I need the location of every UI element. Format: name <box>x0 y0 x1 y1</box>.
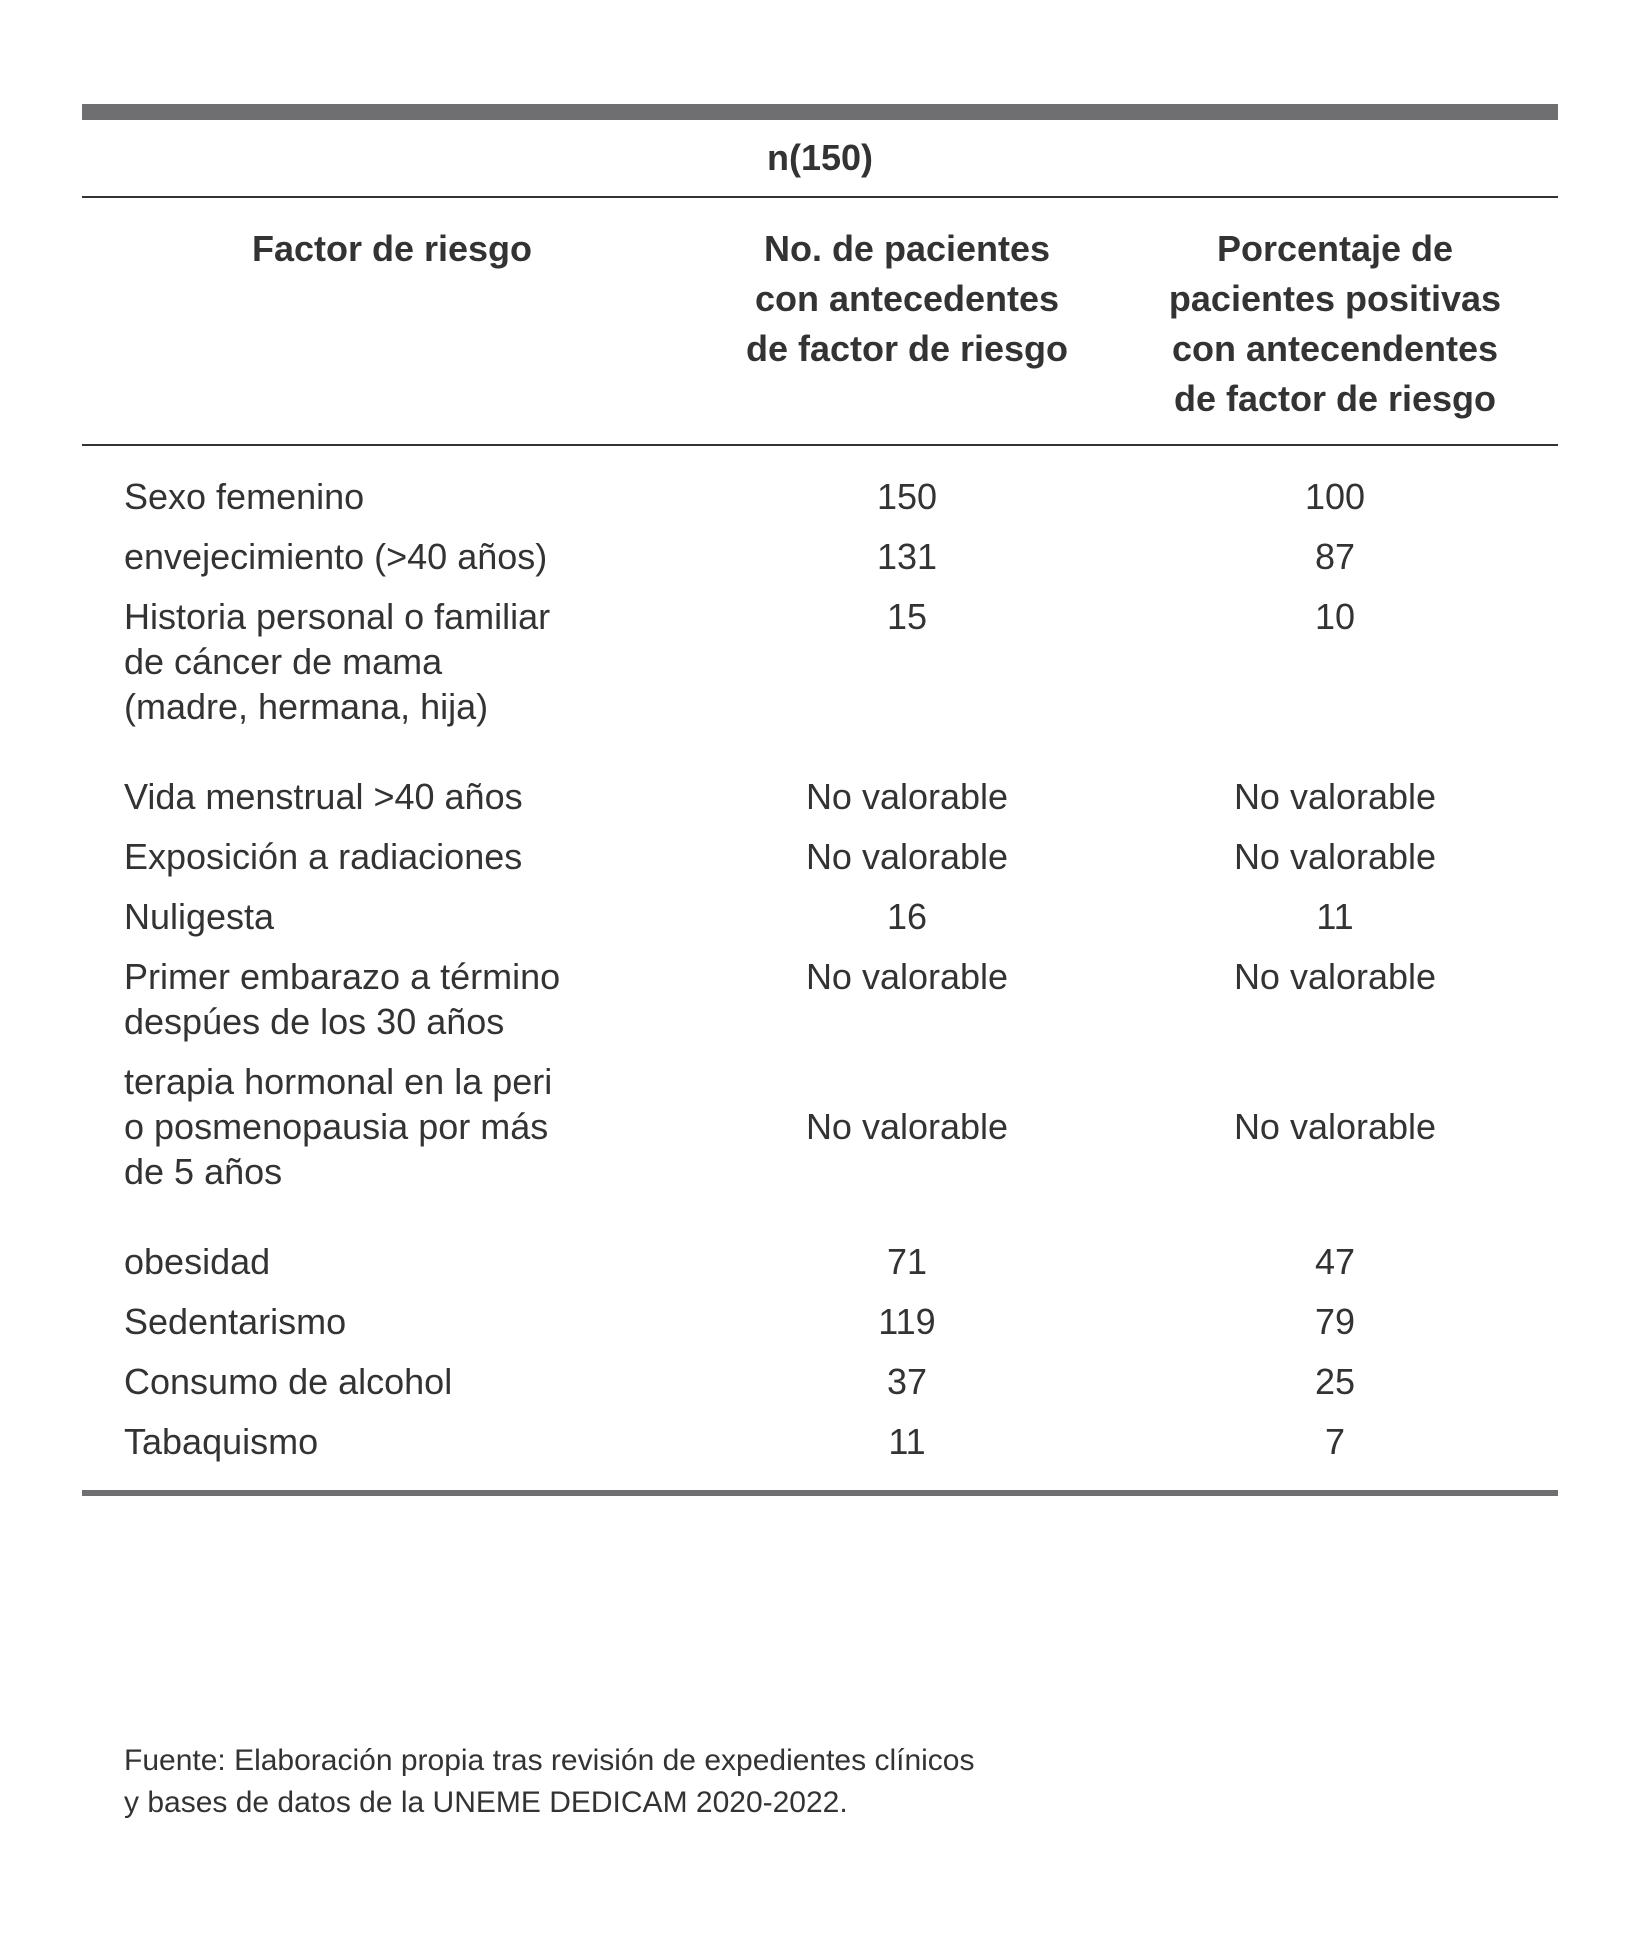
factor-line: terapia hormonal en la peri <box>124 1061 553 1102</box>
factor-line: Consumo de alcohol <box>124 1361 453 1402</box>
table-body <box>82 446 1558 1490</box>
pacientes-cell: No valorable <box>805 836 1009 877</box>
header-pacientes <box>702 198 1112 444</box>
porcentaje-cell: 10 <box>1314 596 1356 637</box>
header-pacientes-line: de factor de riesgo <box>745 328 1069 369</box>
factor-cell <box>82 1239 702 1284</box>
factor-line: Sexo femenino <box>124 476 365 517</box>
factor-cell <box>82 1419 702 1464</box>
factor-cell <box>82 474 702 519</box>
table-row <box>82 1359 1558 1404</box>
top-rule <box>82 104 1558 120</box>
porcentaje-cell: 87 <box>1314 536 1356 577</box>
source-line: Fuente: Elaboración propia tras revisión de expedientes clínicos <box>124 1744 975 1777</box>
factor-cell <box>82 954 702 1044</box>
factor-cell <box>82 534 702 579</box>
table-row <box>82 954 1558 1044</box>
pacientes-cell: 11 <box>888 1421 926 1462</box>
factor-line: Sedentarismo <box>124 1301 347 1342</box>
factor-line: Historia personal o familiar <box>124 596 551 637</box>
header-pacientes-line: con antecedentes <box>754 278 1060 319</box>
header-porcentaje-line: con antecendentes <box>1171 328 1499 369</box>
header-pacientes-line: No. de pacientes <box>763 228 1051 269</box>
sample-size-label: n(150) <box>82 120 1558 198</box>
table-row <box>82 774 1558 819</box>
factor-cell <box>82 1359 702 1404</box>
factor-line: Primer embarazo a término <box>124 956 561 997</box>
table-header-row <box>82 198 1558 446</box>
risk-factor-table <box>82 104 1558 1496</box>
pacientes-cell: No valorable <box>805 1106 1009 1147</box>
pacientes-cell: 37 <box>886 1361 928 1402</box>
table-row <box>82 1299 1558 1344</box>
factor-line: envejecimiento (>40 años) <box>124 536 548 577</box>
pacientes-cell: No valorable <box>805 776 1009 817</box>
table-row <box>82 534 1558 579</box>
pacientes-cell: 131 <box>876 536 938 577</box>
pacientes-cell: 71 <box>886 1241 928 1282</box>
factor-line: Tabaquismo <box>124 1421 319 1462</box>
porcentaje-cell: 47 <box>1314 1241 1356 1282</box>
porcentaje-cell: No valorable <box>1233 1106 1437 1147</box>
source-line: y bases de datos de la UNEME DEDICAM 2020-2022. <box>124 1786 848 1819</box>
source-note <box>124 1740 975 1824</box>
factor-cell <box>82 594 702 729</box>
porcentaje-cell: 11 <box>1316 896 1354 937</box>
table-row <box>82 474 1558 519</box>
bottom-rule <box>82 1490 1558 1496</box>
pacientes-cell: 16 <box>886 896 928 937</box>
table-row <box>82 1059 1558 1194</box>
header-porcentaje <box>1112 198 1558 444</box>
header-porcentaje-line: de factor de riesgo <box>1173 378 1497 419</box>
table-row <box>82 1239 1558 1284</box>
header-porcentaje-line: pacientes positivas <box>1168 278 1502 319</box>
factor-line: Nuligesta <box>124 896 275 937</box>
factor-line: Vida menstrual >40 años <box>124 776 523 817</box>
header-porcentaje-line: Porcentaje de <box>1216 228 1454 269</box>
factor-cell <box>82 834 702 879</box>
pacientes-cell: 119 <box>878 1301 936 1342</box>
porcentaje-cell: No valorable <box>1233 776 1437 817</box>
pacientes-cell: 150 <box>876 476 938 517</box>
factor-line: Exposición a radiaciones <box>124 836 523 877</box>
factor-line: o posmenopausia por más <box>124 1106 549 1147</box>
table-row <box>82 894 1558 939</box>
pacientes-cell: No valorable <box>805 956 1009 997</box>
factor-line: de 5 años <box>124 1151 283 1192</box>
porcentaje-cell: 100 <box>1304 476 1366 517</box>
porcentaje-cell: 25 <box>1314 1361 1356 1402</box>
factor-cell <box>82 1299 702 1344</box>
porcentaje-cell: 79 <box>1314 1301 1356 1342</box>
factor-line: despúes de los 30 años <box>124 1001 505 1042</box>
factor-cell <box>82 1059 702 1194</box>
header-factor-line: Factor de riesgo <box>251 228 533 269</box>
header-factor <box>82 198 702 444</box>
porcentaje-cell: No valorable <box>1233 836 1437 877</box>
factor-line: de cáncer de mama <box>124 641 443 682</box>
factor-line: (madre, hermana, hija) <box>124 686 489 727</box>
factor-cell <box>82 894 702 939</box>
table-row <box>82 834 1558 879</box>
factor-cell <box>82 774 702 819</box>
porcentaje-cell: No valorable <box>1233 956 1437 997</box>
table-row <box>82 1419 1558 1464</box>
factor-line: obesidad <box>124 1241 271 1282</box>
table-row <box>82 594 1558 729</box>
porcentaje-cell: 7 <box>1324 1421 1346 1462</box>
pacientes-cell: 15 <box>886 596 928 637</box>
